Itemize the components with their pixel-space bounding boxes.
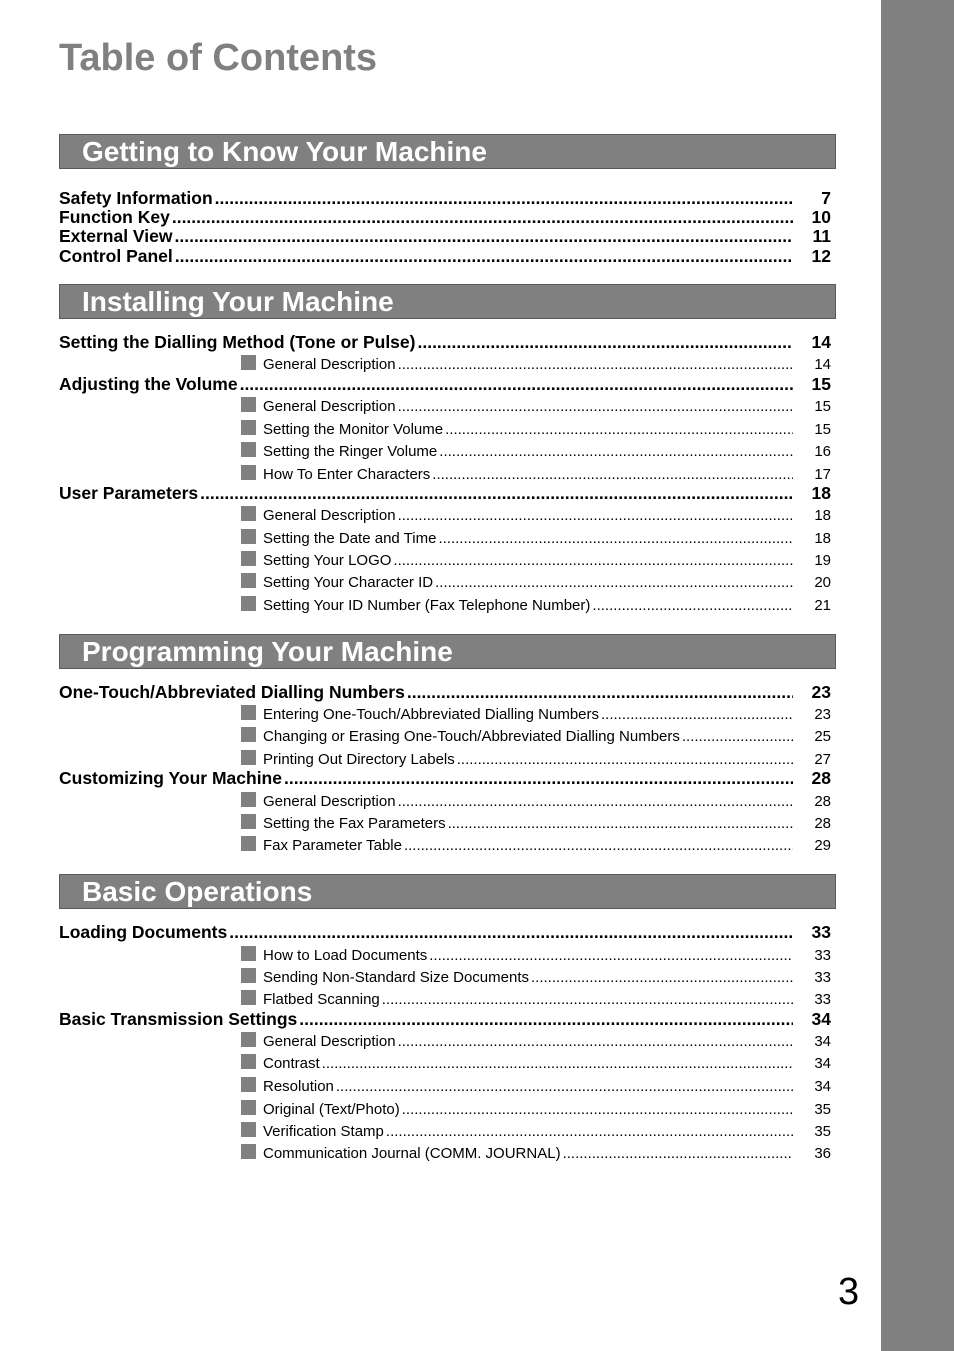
- entry-page-number: 12: [811, 246, 831, 266]
- entry-page-number: 16: [814, 443, 831, 460]
- entry-page-number: 29: [814, 837, 831, 854]
- entry-title: External View: [59, 226, 173, 246]
- square-bullet-icon: [241, 946, 256, 961]
- entry-title: General Description: [263, 793, 396, 810]
- dot-leader: [284, 768, 793, 789]
- toc-subentry[interactable]: [241, 726, 831, 746]
- toc-entry[interactable]: [59, 207, 831, 227]
- dot-leader: [172, 207, 793, 228]
- entry-page-number: 33: [811, 922, 831, 942]
- entry-title: Fax Parameter Table: [263, 837, 402, 854]
- entry-title: Printing Out Directory Labels: [263, 751, 455, 768]
- square-bullet-icon: [241, 836, 256, 851]
- entry-title: Verification Stamp: [263, 1123, 384, 1140]
- entry-page-number: 28: [814, 793, 831, 810]
- entry-page-number: 18: [811, 483, 831, 503]
- entry-page-number: 15: [814, 421, 831, 438]
- entry-page-number: 28: [814, 815, 831, 832]
- dot-leader: [398, 398, 793, 415]
- entry-page-number: 34: [814, 1055, 831, 1072]
- dot-leader: [229, 922, 793, 943]
- entry-title: General Description: [263, 1033, 396, 1050]
- square-bullet-icon: [241, 727, 256, 742]
- square-bullet-icon: [241, 573, 256, 588]
- section-title: Getting to Know Your Machine: [82, 136, 487, 167]
- toc-entry[interactable]: [59, 922, 831, 942]
- section-title: Installing Your Machine: [82, 286, 394, 317]
- entry-title: Loading Documents: [59, 922, 228, 942]
- entry-page-number: 33: [814, 969, 831, 986]
- entry-title: Resolution: [263, 1078, 334, 1095]
- entry-page-number: 10: [811, 207, 831, 227]
- entry-page-number: 28: [811, 768, 831, 788]
- entry-title: Customizing Your Machine: [59, 768, 282, 788]
- toc-entry[interactable]: [59, 188, 831, 208]
- entry-page-number: 34: [814, 1078, 831, 1095]
- toc-subentry[interactable]: [241, 572, 831, 592]
- dot-leader: [563, 1145, 793, 1162]
- entry-page-number: 15: [814, 398, 831, 415]
- entry-page-number: 36: [814, 1145, 831, 1162]
- entry-title: Setting Your Character ID: [263, 574, 434, 591]
- square-bullet-icon: [241, 814, 256, 829]
- toc-subentry[interactable]: [241, 505, 831, 525]
- entry-title: Setting the Dialling Method (Tone or Pulse): [59, 332, 416, 352]
- toc-subentry[interactable]: [241, 1099, 831, 1119]
- square-bullet-icon: [241, 792, 256, 807]
- entry-title: One-Touch/Abbreviated Dialling Numbers: [59, 682, 405, 702]
- entry-title: Contrast: [263, 1055, 320, 1072]
- dot-leader: [404, 837, 793, 854]
- toc-subentry[interactable]: [241, 396, 831, 416]
- toc-subentry[interactable]: [241, 1143, 831, 1163]
- dot-leader: [448, 815, 793, 832]
- toc-subentry[interactable]: [241, 441, 831, 461]
- entry-page-number: 23: [814, 706, 831, 723]
- toc-subentry[interactable]: [241, 1076, 831, 1096]
- square-bullet-icon: [241, 442, 256, 457]
- entry-title: Communication Journal (COMM. JOURNAL): [263, 1145, 561, 1162]
- entry-title: Control Panel: [59, 246, 173, 266]
- dot-leader: [417, 332, 793, 353]
- entry-title: Flatbed Scanning: [263, 991, 380, 1008]
- toc-entry[interactable]: [59, 332, 831, 352]
- toc-subentry[interactable]: [241, 1053, 831, 1073]
- entry-page-number: 18: [814, 530, 831, 547]
- toc-subentry[interactable]: [241, 813, 831, 833]
- toc-subentry[interactable]: [241, 835, 831, 855]
- entry-title: Setting the Date and Time: [263, 530, 437, 547]
- dot-leader: [386, 1123, 793, 1140]
- dot-leader: [336, 1078, 793, 1095]
- square-bullet-icon: [241, 529, 256, 544]
- entry-title: How To Enter Characters: [263, 466, 431, 483]
- entry-title: Original (Text/Photo): [263, 1101, 400, 1118]
- entry-page-number: 35: [814, 1123, 831, 1140]
- entry-page-number: 25: [814, 728, 831, 745]
- dot-leader: [382, 991, 793, 1008]
- entry-page-number: 11: [812, 226, 831, 246]
- entry-title: General Description: [263, 398, 396, 415]
- toc-subentry[interactable]: [241, 791, 831, 811]
- entry-title: Function Key: [59, 207, 170, 227]
- entry-title: Setting Your ID Number (Fax Telephone Number): [263, 597, 591, 614]
- entry-title: Changing or Erasing One-Touch/Abbreviated Dialling Numbers: [263, 728, 680, 745]
- square-bullet-icon: [241, 1144, 256, 1159]
- entry-page-number: 27: [814, 751, 831, 768]
- square-bullet-icon: [241, 1100, 256, 1115]
- square-bullet-icon: [241, 355, 256, 370]
- toc-subentry[interactable]: [241, 749, 831, 769]
- entry-page-number: 23: [811, 682, 831, 702]
- section-header: [59, 134, 836, 169]
- entry-title: How to Load Documents: [263, 947, 428, 964]
- dot-leader: [601, 706, 793, 723]
- square-bullet-icon: [241, 968, 256, 983]
- entry-title: General Description: [263, 356, 396, 373]
- square-bullet-icon: [241, 397, 256, 412]
- dot-leader: [457, 751, 793, 768]
- square-bullet-icon: [241, 551, 256, 566]
- dot-leader: [200, 483, 793, 504]
- toc-subentry[interactable]: [241, 967, 831, 987]
- entry-title: Setting the Monitor Volume: [263, 421, 444, 438]
- entry-title: User Parameters: [59, 483, 199, 503]
- entry-page-number: 21: [814, 597, 831, 614]
- square-bullet-icon: [241, 705, 256, 720]
- entry-title: Setting the Ringer Volume: [263, 443, 438, 460]
- entry-page-number: 35: [814, 1101, 831, 1118]
- dot-leader: [438, 530, 793, 547]
- entry-title: Setting Your LOGO: [263, 552, 392, 569]
- toc-subentry[interactable]: [241, 945, 831, 965]
- entry-title: Sending Non-Standard Size Documents: [263, 969, 529, 986]
- entry-title: Entering One-Touch/Abbreviated Dialling Numbers: [263, 706, 600, 723]
- section-title: Programming Your Machine: [82, 636, 453, 667]
- toc-entry[interactable]: [59, 682, 831, 702]
- dot-leader: [592, 597, 793, 614]
- dot-leader: [175, 226, 794, 247]
- toc-subentry[interactable]: [241, 419, 831, 439]
- section-header: [59, 284, 836, 319]
- entry-page-number: 33: [814, 991, 831, 1008]
- square-bullet-icon: [241, 596, 256, 611]
- square-bullet-icon: [241, 1054, 256, 1069]
- dot-leader: [215, 188, 793, 209]
- entry-title: General Description: [263, 507, 396, 524]
- toc-subentry[interactable]: [241, 1121, 831, 1141]
- toc-subentry[interactable]: [241, 595, 831, 615]
- entry-page-number: 19: [814, 552, 831, 569]
- entry-title: Safety Information: [59, 188, 213, 208]
- dot-leader: [398, 1033, 793, 1050]
- toc-subentry[interactable]: [241, 704, 831, 724]
- toc-subentry[interactable]: [241, 550, 831, 570]
- dot-leader: [393, 552, 793, 569]
- dot-leader: [682, 728, 793, 745]
- square-bullet-icon: [241, 420, 256, 435]
- section-header: [59, 634, 836, 669]
- square-bullet-icon: [241, 1077, 256, 1092]
- square-bullet-icon: [241, 1122, 256, 1137]
- entry-page-number: 34: [814, 1033, 831, 1050]
- entry-page-number: 17: [814, 466, 831, 483]
- entry-page-number: 20: [814, 574, 831, 591]
- toc-entry[interactable]: [59, 246, 831, 266]
- side-tab-bar: [881, 0, 954, 1351]
- dot-leader: [240, 374, 793, 395]
- dot-leader: [175, 246, 793, 267]
- toc-subentry[interactable]: [241, 989, 831, 1009]
- square-bullet-icon: [241, 750, 256, 765]
- dot-leader: [299, 1009, 793, 1030]
- dot-leader: [531, 969, 793, 986]
- dot-leader: [429, 947, 793, 964]
- dot-leader: [398, 507, 793, 524]
- dot-leader: [398, 356, 793, 373]
- dot-leader: [407, 682, 793, 703]
- entry-page-number: 14: [814, 356, 831, 373]
- section-header: [59, 874, 836, 909]
- dot-leader: [439, 443, 793, 460]
- entry-page-number: 33: [814, 947, 831, 964]
- square-bullet-icon: [241, 465, 256, 480]
- toc-entry[interactable]: [59, 768, 831, 788]
- dot-leader: [435, 574, 793, 591]
- dot-leader: [432, 466, 793, 483]
- entry-page-number: 34: [811, 1009, 831, 1029]
- toc-subentry[interactable]: [241, 1031, 831, 1051]
- toc-subentry[interactable]: [241, 464, 831, 484]
- toc-entry[interactable]: [59, 374, 831, 394]
- toc-subentry[interactable]: [241, 528, 831, 548]
- page-number: 3: [838, 1271, 860, 1313]
- entry-page-number: 18: [814, 507, 831, 524]
- toc-entry[interactable]: [59, 226, 831, 246]
- square-bullet-icon: [241, 1032, 256, 1047]
- toc-entry[interactable]: [59, 483, 831, 503]
- page-title: Table of Contents: [59, 37, 378, 79]
- toc-entry[interactable]: [59, 1009, 831, 1029]
- entry-title: Adjusting the Volume: [59, 374, 238, 394]
- square-bullet-icon: [241, 990, 256, 1005]
- dot-leader: [445, 421, 793, 438]
- square-bullet-icon: [241, 506, 256, 521]
- entry-title: Basic Transmission Settings: [59, 1009, 298, 1029]
- entry-page-number: 7: [821, 188, 831, 208]
- entry-title: Setting the Fax Parameters: [263, 815, 446, 832]
- dot-leader: [398, 793, 793, 810]
- dot-leader: [322, 1055, 793, 1072]
- entry-page-number: 15: [811, 374, 831, 394]
- toc-subentry[interactable]: [241, 354, 831, 374]
- dot-leader: [402, 1101, 793, 1118]
- section-title: Basic Operations: [82, 876, 313, 907]
- entry-page-number: 14: [811, 332, 831, 352]
